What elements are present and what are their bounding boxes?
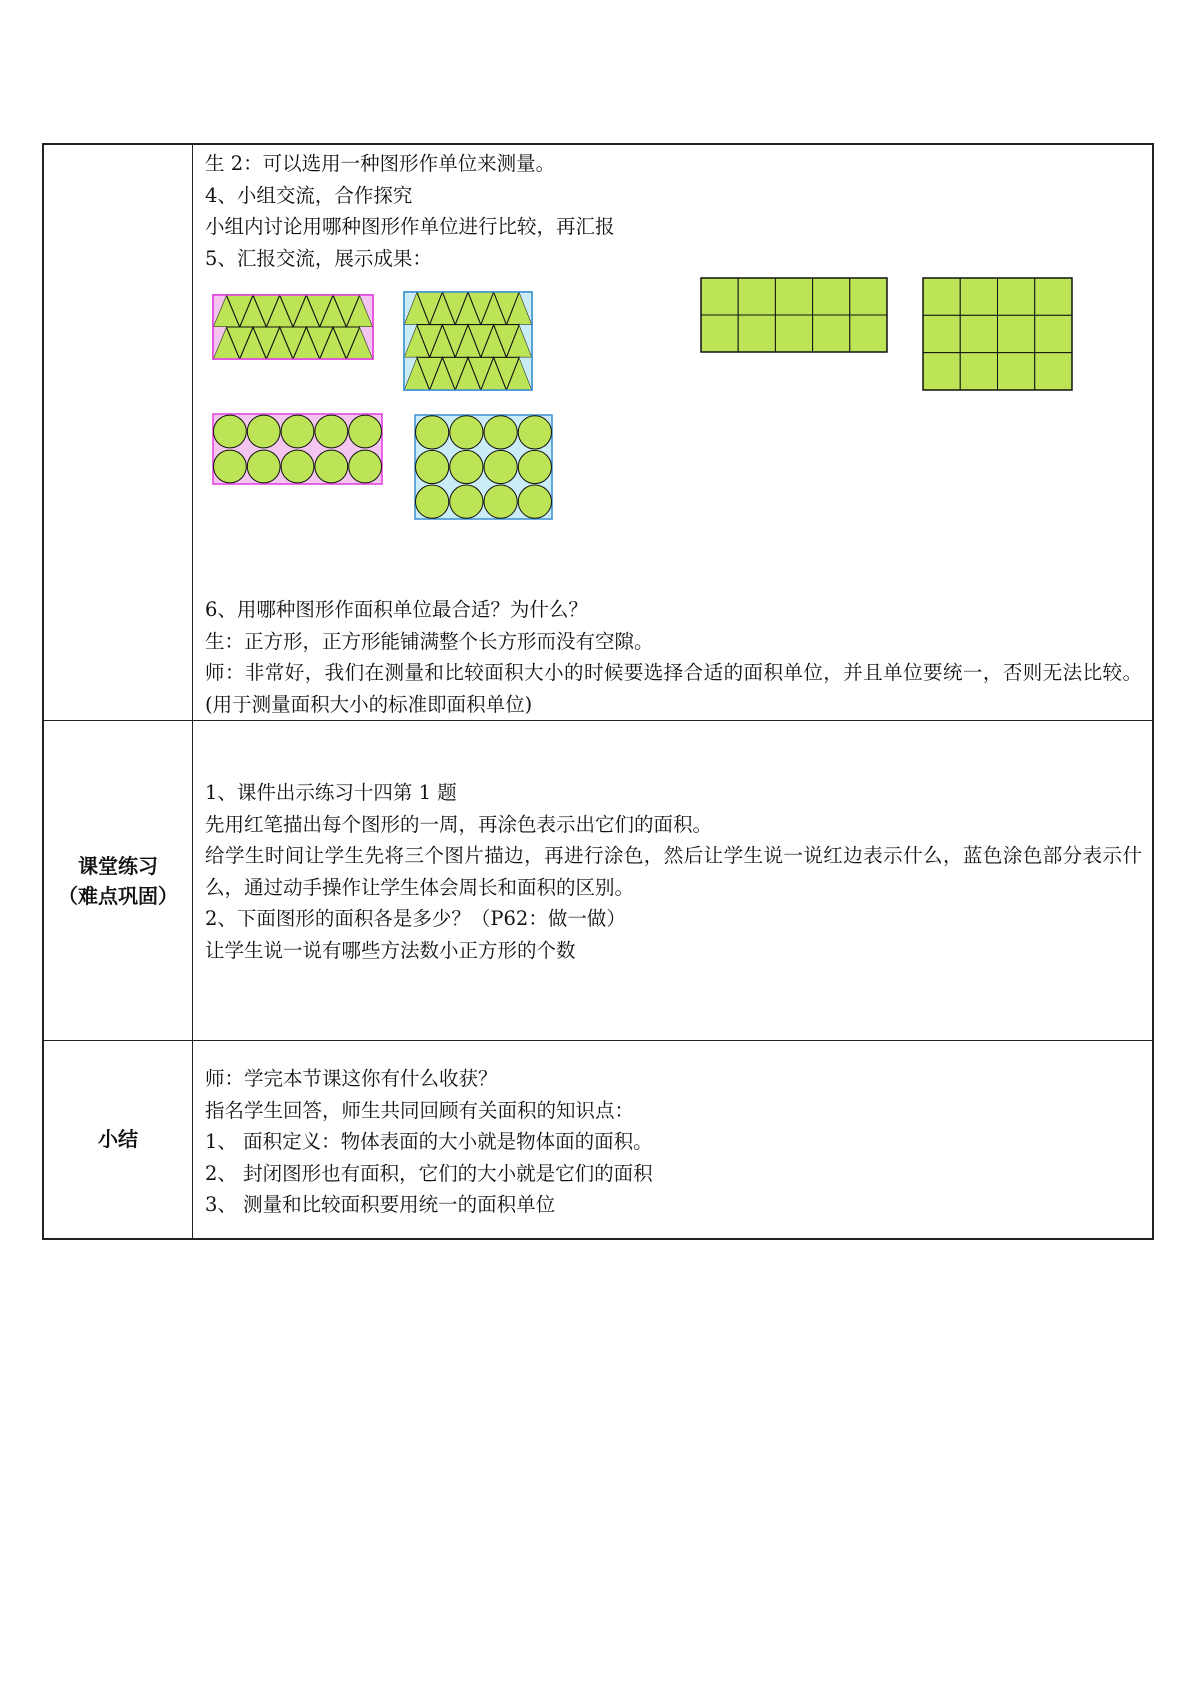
text-line: 给学生时间让学生先将三个图片描边，再进行涂色，然后让学生说一说红边表示什么，蓝色涂色部分表示什么，通过动手操作让学生体会周长和面积的区别。 [205, 844, 1142, 899]
row-label-practice [43, 721, 193, 1041]
triangles-in-blue-rectangle [403, 291, 533, 391]
circle-unit [349, 415, 382, 448]
text-line: 生：正方形，正方形能铺满整个长方形而没有空隙。 [205, 629, 654, 653]
circle-unit [315, 450, 348, 483]
square-unit [775, 278, 812, 315]
text-line: 指名学生回答，师生共同回顾有关面积的知识点： [205, 1098, 635, 1122]
circle-unit [247, 415, 280, 448]
square-unit [1035, 278, 1072, 315]
circle-unit [518, 450, 551, 483]
square-unit [1035, 353, 1072, 390]
text-line: 2、 封闭图形也有面积，它们的大小就是它们的面积 [205, 1161, 653, 1185]
row-content-summary [193, 1041, 1154, 1239]
text-line: 4、小组交流，合作探究 [205, 183, 413, 207]
circle-unit [214, 415, 247, 448]
text-line: 1、 面积定义：物体表面的大小就是物体面的面积。 [205, 1130, 653, 1153]
square-unit [738, 278, 775, 315]
square-unit [998, 278, 1035, 315]
square-unit [960, 353, 997, 390]
circle-unit [484, 485, 517, 518]
text-line: 1、课件出示练习十四第 1 题 [205, 781, 457, 804]
triangles-in-pink-rectangle [212, 294, 374, 360]
text-line: 小组内讨论用哪种图形作单位进行比较，再汇报 [205, 215, 615, 238]
circle-unit [484, 450, 517, 483]
circle-unit [518, 485, 551, 518]
text-line: 让学生说一说有哪些方法数小正方形的个数 [205, 938, 576, 962]
square-unit [738, 315, 775, 352]
circle-unit [416, 485, 449, 518]
circle-unit [247, 450, 280, 483]
label-line: 课堂练习 [78, 853, 158, 878]
circle-unit [349, 450, 382, 483]
circle-unit [416, 450, 449, 483]
circle-unit [281, 415, 314, 448]
square-unit [960, 278, 997, 315]
text-line: 2、下面图形的面积各是多少？（P62：做一做） [205, 907, 626, 930]
square-unit [923, 353, 960, 390]
squares-3x4-grid [922, 277, 1073, 391]
circles-in-blue-rectangle [414, 414, 553, 520]
table-row [43, 721, 1153, 1041]
circle-unit [416, 416, 449, 449]
circle-unit [315, 415, 348, 448]
square-unit [923, 315, 960, 352]
square-unit [701, 278, 738, 315]
row-label-summary: 小结 [43, 1041, 193, 1239]
lesson-plan-table [42, 143, 1154, 1240]
text-line: 先用红笔描出每个图形的一周，再涂色表示出它们的面积。 [205, 812, 713, 836]
text-line: 3、 测量和比较面积要用统一的面积单位 [205, 1193, 556, 1216]
circle-unit [450, 450, 483, 483]
text-line: 6、用哪种图形作面积单位最合适？为什么？ [205, 598, 588, 621]
square-unit [998, 353, 1035, 390]
square-unit [850, 278, 887, 315]
square-unit [923, 278, 960, 315]
square-unit [850, 315, 887, 352]
circle-unit [450, 485, 483, 518]
circles-in-pink-rectangle [212, 413, 383, 485]
circle-unit [214, 450, 247, 483]
row-content-report [193, 144, 1154, 721]
square-unit [960, 315, 997, 352]
figures-area [193, 274, 1152, 594]
label-line: （难点巩固） [58, 883, 178, 908]
squares-2x5-grid [700, 277, 888, 353]
text-line: 生 2：可以选用一种图形作单位来测量。 [205, 152, 556, 175]
circle-unit [450, 416, 483, 449]
circle-unit [281, 450, 314, 483]
table-row [43, 1041, 1153, 1239]
row-content-practice [193, 721, 1154, 1041]
square-unit [998, 315, 1035, 352]
square-unit [813, 315, 850, 352]
square-unit [701, 315, 738, 352]
circle-unit [484, 416, 517, 449]
circle-unit [518, 416, 551, 449]
row-label-empty [43, 144, 193, 721]
text-line: 师：学完本节课这你有什么收获？ [205, 1067, 498, 1090]
text-line: 师：非常好，我们在测量和比较面积大小的时候要选择合适的面积单位，并且单位要统一，否则无法比较。(用于测量面积大小的标准即面积单位) [205, 661, 1142, 716]
text-line: 5、汇报交流，展示成果： [205, 246, 432, 270]
square-unit [1035, 315, 1072, 352]
square-unit [813, 278, 850, 315]
square-unit [775, 315, 812, 352]
table-row [43, 144, 1153, 721]
